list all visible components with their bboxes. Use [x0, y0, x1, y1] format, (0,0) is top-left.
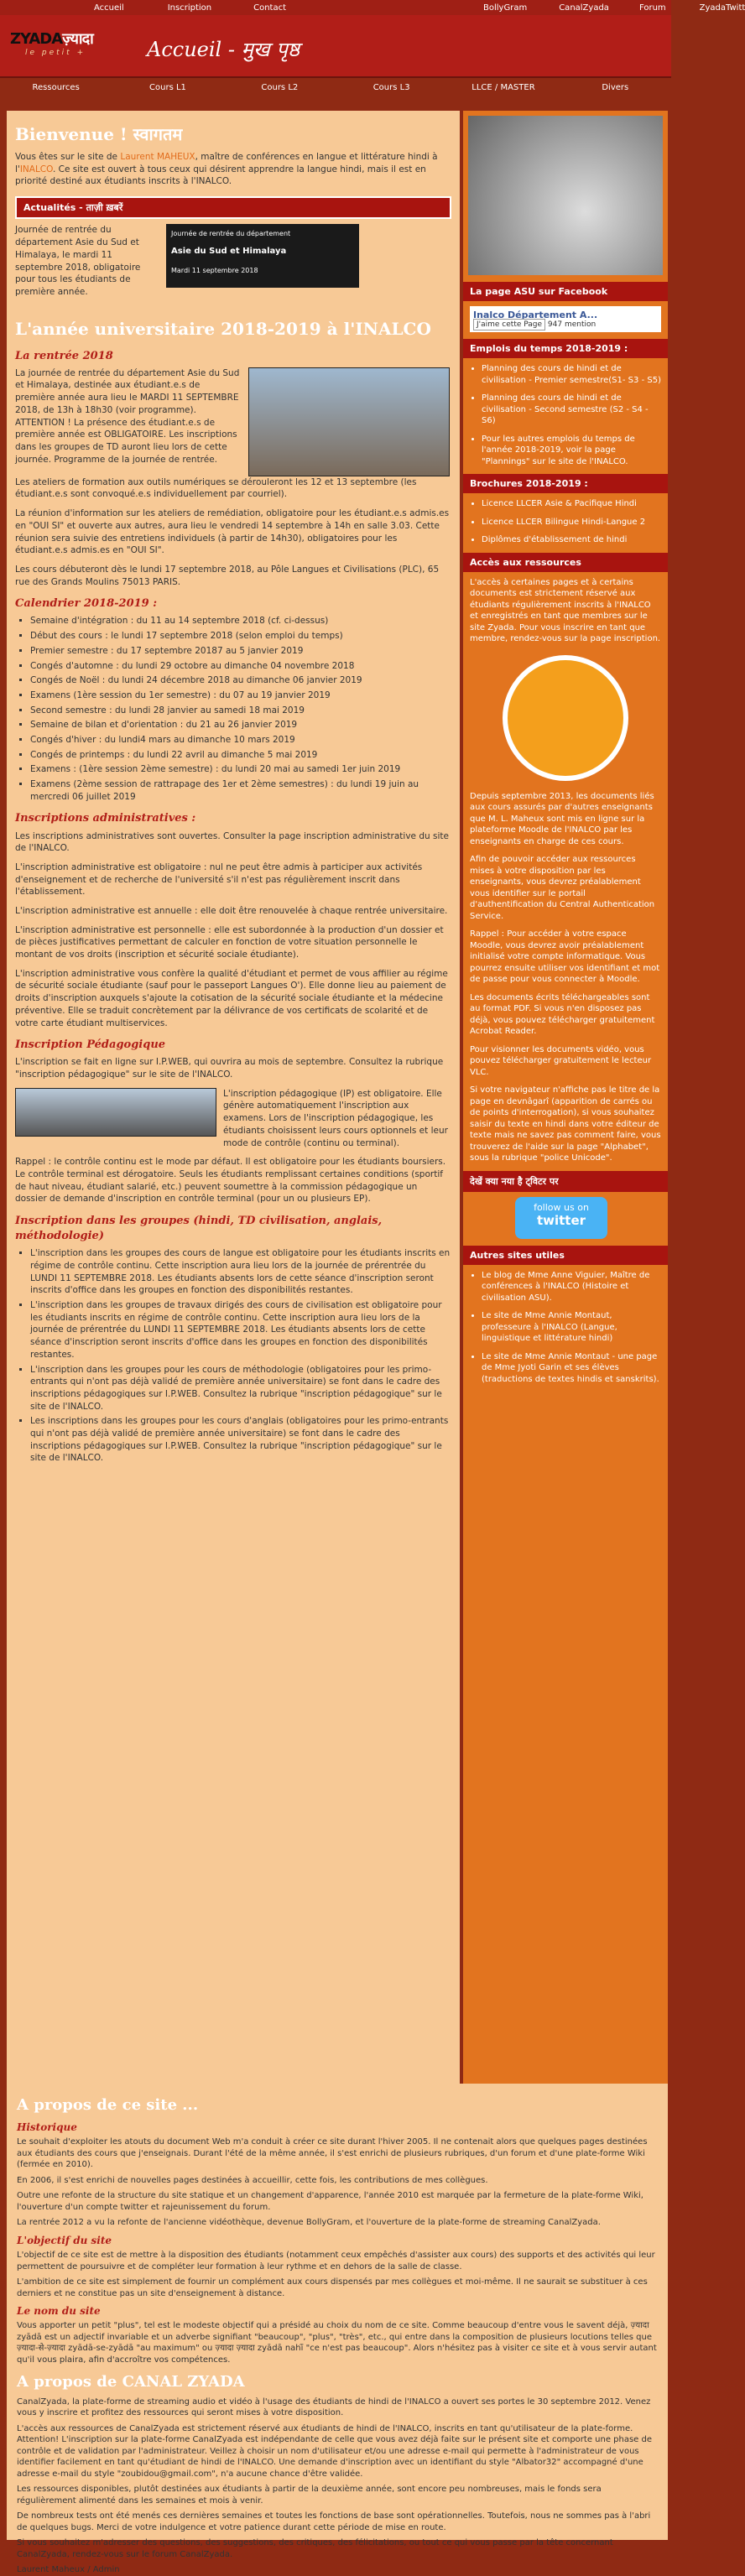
groupes-list — [30, 1247, 451, 1465]
brochure-link-2[interactable]: • Diplômes d'établissement de hindi — [482, 534, 661, 546]
objective-title: L'objectif du site — [17, 2234, 112, 2246]
top-navigation — [0, 0, 745, 15]
calendrier-item-7[interactable]: ▪ Semaine de bilan et d'orientation : du 21 au 26 janvier 2019 — [30, 719, 451, 731]
nav-cours-l2[interactable]: Cours L2 — [261, 82, 299, 92]
groupe-item-3[interactable]: ▪ Les inscriptions dans les groupes pour les cours d'anglais (obligatoires pour les primo-entrants qui n'ont pas déjà validé de première année universitaire) se font dans le cadre des inscriptions pédagogiques sur I.P.WEB. Consultez la rubrique "inscription pédagogique" sur le site de l'INALCO. — [30, 1415, 451, 1465]
objective-p2: L'ambition de ce site est simplement de fournir un complément aux cours dispensés par mes collègues et moi-même. Il ne saurait se substituer à ces derniers et ne constitue pas un site d'enseignement à distance. — [17, 2277, 648, 2298]
rentree-block — [15, 367, 451, 476]
pedago-block — [15, 1088, 451, 1156]
facebook-widget[interactable]: Inalco Département A... J'aime cette Page 947 mention — [470, 306, 661, 332]
topnav-accueil[interactable]: Accueil — [94, 3, 124, 13]
author-link[interactable]: Laurent MAHEUX — [120, 152, 195, 162]
acces-text: L'accès à certaines pages et à certains documents est strictement réservé aux étudiants régulièrement inscrits à l'INALCO et enregistrés en tant que membres sur le site Zyada. Pour vous inscrire en tant que membre, rendez-vous sur la page inscription. — [470, 577, 661, 643]
building-photo — [15, 1088, 216, 1137]
canal-p1: CanalZyada, la plate-forme de streaming audio et vidéo à l'usage des étudiants de hindi de l'INALCO a ouvert ses portes le 30 septembre 2012. Venez vous y inscrire et profitez des ressources qui seront mises à votre disposition. — [17, 2396, 651, 2418]
calendrier-item-1[interactable]: ▪ Début des cours : le lundi 17 septembre 2018 (selon emploi du temps) — [30, 630, 451, 643]
calendrier-item-2[interactable]: ▪ Premier semestre : du 17 septembre 20187 au 5 janvier 2019 — [30, 645, 451, 658]
calendrier-item-9[interactable]: ▪ Congés de printemps : du lundi 22 avril au dimanche 5 mai 2019 — [30, 749, 451, 762]
canal-p4: De nombreux tests ont été menés ces dernières semaines et toutes les fonctions de base sont opérationnelles. Toutefois, nous ne sommes pas à l'abri de quelques bugs. Merci de votre indulgence et votre patience durant cette période de mise en route. — [17, 2511, 651, 2532]
facebook-heading: La page ASU sur Facebook — [463, 282, 668, 301]
inscriptions-title: Inscriptions administratives : — [15, 812, 196, 825]
topnav-inscription[interactable]: Inscription — [167, 3, 212, 13]
page-title: Accueil - मुख पृष्ठ — [147, 38, 300, 61]
history-title: Historique — [17, 2121, 77, 2134]
inalco-link[interactable]: INALCO — [19, 164, 53, 174]
nav-divers[interactable]: Divers — [602, 82, 629, 92]
inscriptions-p4: L'inscription administrative est personnelle : elle est subordonnée à la production d'un dossier et de pièces justificatives permettant de calculer en fonction de votre situation personnelle le montant de vos droits (inscription et sécurité sociale étudiante). — [15, 924, 444, 960]
groupes-title: Inscription dans les groupes (hindi, TD civilisation, anglais, méthodologie) — [15, 1214, 383, 1243]
topnav-bollygram[interactable]: BollyGram — [483, 3, 528, 13]
about-section — [7, 2084, 668, 2575]
sites-heading: Autres sites utiles — [463, 1246, 668, 1265]
site-link-1[interactable]: • Le site de Mme Annie Montaut, professeure à l'INALCO (Langue, linguistique et littérature hindi) — [482, 1310, 661, 1345]
canal-p2: L'accès aux ressources de CanalZyada est strictement réservé aux étudiants de hindi de l'INALCO, inscrits en tant qu'utilisateur de la plate-forme. Attention! L'inscription sur la plate-forme CanalZyada est indépendante de celle que vous avez déjà faite sur le présent site et comporte une phase de contrôle et de validation par l'administrateur. Veillez à choisir un nom d'utilisateur et/ou une adresse e-mail qui permette à l'administrateur de vous identifier facilement en tant qu'étudiant de hindi de l'INALCO. Une demande d'inscription avec un identifiant du style "Albator32" accompagné d'une adresse e-mail du style "zoubidou@gmail.com", n'a aucune chance d'être validée. — [17, 2423, 653, 2479]
calendrier-item-6[interactable]: ▪ Second semestre : du lundi 28 janvier au samedi 18 mai 2019 — [30, 705, 451, 717]
site-link-2[interactable]: • Le site de Mme Annie Montaut - une page de Mme Jyoti Garin et ses élèves (traductions de textes hindis et sanskrits). — [482, 1351, 661, 1386]
site-link-0[interactable]: • Le blog de Mme Anne Viguier, Maître de conférences à l'INALCO (Histoire et civilisation ASU). — [482, 1270, 661, 1304]
pedago-p3: Rappel : le contrôle continu est le mode par défaut. Il est obligatoire pour les étudiants boursiers. Le contrôle terminal est dérogatoire. Seuls les étudiants remplissant certaines conditions (sportif de haut niveau, étudiant salarié, etc.) peuvent soumettre à la commission pédagogique un dossier de demande d'inscription en contrôle terminal (pour un ou plusieurs EP). — [15, 1157, 446, 1205]
edt-list — [463, 363, 668, 467]
canal-p5: Si vous souhaitez m'adresser des questions, des suggestions, des critiques, des félicitations, ou tout ce qui vous passe par la tête concernant CanalZyada, rendez-vous sur le forum CanalZyada. — [17, 2538, 613, 2559]
history-p3: Outre une refonte de la structure du site statique et un changement d'apparence, l'année 2010 est marquée par la fermeture de la plate-forme Wiki, l'ouverture d'un compte twitter et rajeunissement du forum. — [17, 2191, 643, 2212]
topnav-canalzyada[interactable]: CanalZyada — [559, 3, 609, 13]
brochures-heading: Brochures 2018-2019 : — [463, 474, 668, 493]
pedago-title: Inscription Pédagogique — [15, 1038, 166, 1052]
calendrier-list — [30, 615, 451, 803]
edt-link-1[interactable]: • Planning des cours de hindi et de civilisation - Second semestre (S2 - S4 - S6) — [482, 393, 661, 427]
twitter-heading: देखें क्या नया है ट्विटर पर — [463, 1171, 668, 1192]
follow-twitter-button[interactable]: follow us on twitter — [515, 1197, 607, 1239]
sidebar — [463, 111, 668, 2084]
actualites-block — [15, 224, 451, 304]
nav-ressources[interactable]: Ressources — [32, 82, 80, 92]
history-p4: La rentrée 2012 a vu la refonte de l'ancienne vidéothèque, devenue BollyGram, et l'ouverture de la plate-forme de streaming CanalZyada. — [17, 2218, 601, 2228]
brochure-link-0[interactable]: • Licence LLCER Asie & Pacifique Hindi — [482, 498, 661, 510]
nav-llce-master[interactable]: LLCE / MASTER — [471, 82, 535, 92]
canal-p3: Les ressources disponibles, plutôt destinées aux étudiants à partir de la deuxième année, sont encore peu nombreuses, mais le fonds sera régulièrement alimenté dans les semaines et mois à venir. — [17, 2485, 602, 2506]
topnav-forum[interactable]: Forum — [638, 3, 666, 13]
canal-title: A propos de CANAL ZYADA — [17, 2373, 245, 2391]
edt-heading: Emplois du temps 2018-2019 : — [463, 339, 668, 358]
pedago-p1: L'inscription se fait en ligne sur I.P.WEB, qui ouvrira au mois de septembre. Consultez la rubrique "inscription pédagogique" sur le site de l'INALCO. — [15, 1057, 444, 1080]
edt-link-2[interactable]: • Pour les autres emplois du temps de l'année 2018-2019, voir la page "Plannings" sur le site de l'INALCO. — [482, 434, 661, 468]
moodle-text-1: Afin de pouvoir accéder aux ressources mises à votre disposition par les enseignants, vous devrez préalablement vous identifier sur le portail d'authentification du Central Authentication Service. — [470, 855, 655, 921]
like-button[interactable]: J'aime cette Page — [473, 319, 545, 330]
groupe-item-0[interactable]: ▪ L'inscription dans les groupes des cours de langue est obligatoire pour les étudiants inscrits en régime de contrôle continu. Cette inscription aura lieu lors de la journée de prérentrée du LUNDI 11 SEPTEMBRE 2018. Les étudiants absents lors de cette séance d'inscription seront inscrits d'office dans les groupes en fonction des disponibilités restantes. — [30, 1247, 451, 1297]
name-title: Le nom du site — [17, 2305, 101, 2318]
name-p: Vous apporter un petit "plus", tel est le modeste objectif qui a présidé au choix du nom de ce site. Comme beaucoup d'entre vous le savent déjà, ज़्यादा zyādā est un adjectif invariable et un adverbe signifiant "beaucoup", "plus", "très", etc., qui entre dans la composition de plusieurs locutions telles que ज़्यादा-से-ज़्यादा zyādā-se-zyādā "au maximum" ou ज़्यादा ज़्यादा zyādā nahī̃ "ce n'est pas beaucoup". Alors n'hésitez pas à visiter ce site et à vous servir autant qu'il vous plaira, afin d'accroître vos compétences. — [17, 2321, 657, 2365]
groupe-item-1[interactable]: ▪ L'inscription dans les groupes de travaux dirigés des cours de civilisation est obligatoire pour les étudiants inscrits en régime de contrôle continu. Cette inscription aura lieu lors de la journée de prérentrée du LUNDI 11 SEPTEMBRE 2018. Les étudiants absents lors de cette séance d'inscription seront inscrits d'office dans les groupes en fonction des disponibilités restantes. — [30, 1299, 451, 1361]
inscriptions-p1: Les inscriptions administratives sont ouvertes. Consulter la page inscription administrative du site de l'INALCO. — [15, 830, 449, 854]
main-column — [7, 111, 460, 2084]
acces-heading: Accès aux ressources — [463, 553, 668, 572]
nav-cours-l1[interactable]: Cours L1 — [149, 82, 186, 92]
inscriptions-p5: L'inscription administrative vous confère la qualité d'étudiant et permet de vous affilier au régime de sécurité sociale étudiante (sauf pour le passeport Langues O'). Elle donne lieu au paiement de droits d'inscription auxquels s'ajoute la cotisation de la sécurité sociale étudiante et la médecine préventive. Elle se traduit concrètement par la délivrance de vos certificats de scolarité et de votre carte étudiant multiservices. — [15, 968, 448, 1028]
rentree-p4: Les cours débuteront dès le lundi 17 septembre 2018, au Pôle Langues et Civilisations (PLC), 65 rue des Grands Moulins 75013 PARIS. — [15, 564, 440, 587]
inscriptions-p2: L'inscription administrative est obligatoire : nul ne peut être admis à participer aux activités d'enseignement et de recherche de l'université s'il n'est pas régulièrement inscrit dans l'établissement. — [15, 861, 423, 898]
calendrier-title: Calendrier 2018-2019 : — [15, 597, 158, 611]
campus-photo — [248, 367, 450, 476]
brochures-list — [463, 498, 668, 546]
calendrier-item-5[interactable]: ▪ Examens (1ère session du 1er semestre) : du 07 au 19 janvier 2019 — [30, 690, 451, 702]
welcome-title: Bienvenue ! स्वागतम — [15, 124, 183, 144]
calendrier-item-10[interactable]: ▪ Examens : (1ère session 2ème semestre) : du lundi 20 mai au samedi 1er juin 2019 — [30, 763, 451, 776]
signature: Laurent Maheux / Admin — [17, 2565, 120, 2575]
annee-title: L'année universitaire 2018-2019 à l'INALCO — [15, 318, 431, 339]
moodle-text-0: Depuis septembre 2013, les documents liés aux cours assurés par d'autres enseignants que M. L. Maheux sont mis en ligne sur la plateforme Moodle de l'INALCO par les enseignants en charge de ces cours. — [470, 791, 654, 846]
pedago-p2: L'inscription pédagogique (IP) est obligatoire. Elle génère automatiquement l'inscription aux examens. Lors de l'inscription pédagogique, les étudiants choisissent leurs cours optionnels et leur mode de contrôle (continu ou terminal). — [223, 1088, 448, 1148]
rentree-p2: Les ateliers de formation aux outils numériques se dérouleront les 12 et 13 septembre (les étudiant.e.s sont convoqué.e.s individuellement par courriel). — [15, 476, 417, 500]
rentree-p1: La journée de rentrée du département Asie du Sud et Himalaya, destinée aux étudiant.e.s de première année aura lieu le MARDI 11 SEPTEMBRE 2018, de 13h à 18h30 (voir programme). ATTENTION ! La présence des étudiant.e.s de première année est OBLIGATOIRE. Les inscriptions dans les groupes de TD auront lieu lors de cette journée. Programme de la journée de rentrée. — [15, 367, 240, 465]
calendrier-item-3[interactable]: ▪ Congés d'automne : du lundi 29 octobre au dimanche 04 novembre 2018 — [30, 660, 451, 673]
calendrier-item-4[interactable]: ▪ Congés de Noël : du lundi 24 décembre 2018 au dimanche 06 janvier 2019 — [30, 674, 451, 687]
brochure-link-1[interactable]: • Licence LLCER Bilingue Hindi-Langue 2 — [482, 517, 661, 528]
groupe-item-2[interactable]: ▪ L'inscription dans les groupes pour les cours de méthodologie (obligatoires pour les primo-entrants qui n'ont pas déjà validé de première année universitaire) se font dans le cadre des inscriptions pédagogiques sur I.P.WEB. Consultez la rubrique "inscription pédagogique" sur le site de l'INALCO. — [30, 1364, 451, 1413]
actualites-heading: Actualités - ताज़ी ख़बरें — [15, 196, 451, 219]
site-logo[interactable]: ZYADAज़्यादा le petit + — [10, 30, 93, 57]
moodle-logo[interactable] — [503, 655, 628, 781]
objective-p1: L'objectif de ce site est de mettre à la disposition des étudiants (notamment ceux empêchés d'assister aux cours) des supports et des activités qui leur permettent de poursuivre et de compléter leur formation à leur rythme et en dehors de la salle de classe. — [17, 2251, 655, 2272]
topnav-zyadatwitt[interactable]: ZyadaTwitt — [699, 3, 745, 13]
nav-cours-l3[interactable]: Cours L3 — [372, 82, 410, 92]
sites-list — [463, 1270, 668, 1386]
topnav-contact[interactable]: Contact — [253, 3, 287, 13]
like-count: 947 mention — [547, 320, 597, 329]
calendrier-item-11[interactable]: ▪ Examens (2ème session de rattrapage des 1er et 2ème semestres) : du lundi 19 juin au mercredi 06 juillet 2019 — [30, 778, 451, 803]
about-title: A propos de ce site ... — [17, 2096, 199, 2114]
moodle-text-2: Rappel : Pour accéder à votre espace Moodle, vous devrez avoir préalablement initialisé votre compte informatique. Vous pourrez ensuite utiliser vos identifiant et mot de passe pour vous connecter à Moodle. — [470, 929, 660, 984]
history-p2: En 2006, il s'est enrichi de nouvelles pages destinées à accueillir, cette fois, les contributions de mes collègues. — [17, 2175, 488, 2185]
rentree-poster[interactable]: Journée de rentrée du département Asie du Sud et Himalaya Mardi 11 septembre 2018 — [166, 224, 359, 288]
moodle-text-3: Les documents écrits téléchargeables sont au format PDF. Si vous n'en disposez pas déjà, vous pouvez télécharger gratuitement Acrobat Reader. — [470, 992, 655, 1036]
moodle-text-5: Si votre navigateur n'affiche pas le titre de la page en devnâgarî (apparition de carrés ou de points d'interrogation), si vous souhaitez saisir du texte en hindi dans votre éditeur de texte mais ne savez pas comment faire, vous trouverez de l'aide sur la page "Alphabet", sous la rubrique "police Unicode". — [470, 1085, 661, 1163]
rentree-p3: La réunion d'information sur les ateliers de remédiation, obligatoire pour les étudiant.e.s admis.es en "OUI SI" et ouverte aux autres, aura lieu le vendredi 14 septembre à 14h en salle 3.03. Cette réunion sera suivie des entretiens individuels (à partir de 14h30), obligatoires pour les étudiant.e.s admis.es en "OUI SI". — [15, 508, 450, 556]
calendrier-item-8[interactable]: ▪ Congés d'hiver : du lundi4 mars au dimanche 10 mars 2019 — [30, 734, 451, 747]
calendrier-item-0[interactable]: ▪ Semaine d'intégration : du 11 au 14 septembre 2018 (cf. ci-dessus) — [30, 615, 451, 627]
devanagari-letters-image — [468, 116, 663, 275]
edt-link-0[interactable]: • Planning des cours de hindi et de civilisation - Premier semestre(S1- S3 - S5) — [482, 363, 661, 386]
rentree-title: La rentrée 2018 — [15, 349, 113, 362]
moodle-text-4: Pour visionner les documents vidéo, vous pouvez télécharger gratuitement le lecteur VLC. — [470, 1044, 652, 1077]
main-navigation — [0, 78, 671, 96]
header-banner — [0, 15, 671, 78]
history-p1: Le souhait d'exploiter les atouts du document Web m'a conduit à créer ce site durant l'hiver 2005. Il ne contenait alors que quelques pages destinées aux étudiants des cours que j'enseignais. Durant l'été de la même année, il s'est enrichi de plusieurs rubriques, d'un forum et d'une plate-forme Wiki (fermée en 2010). — [17, 2137, 648, 2170]
actualites-text: Journée de rentrée du département Asie du Sud et Himalaya, le mardi 11 septembre 2018, obligatoire pour tous les étudiants de première année. — [15, 225, 141, 297]
inscriptions-p3: L'inscription administrative est annuelle : elle doit être renouvelée à chaque rentrée universitaire. — [15, 906, 448, 917]
welcome-text: Vous êtes sur le site de Laurent MAHEUX, maître de conférences en langue et littérature hindi à l'INALCO. Ce site est ouvert à tous ceux qui désirent apprendre la langue hindi, mais il est en priorité destiné aux étudiants inscrits à l'INALCO. — [15, 152, 438, 187]
